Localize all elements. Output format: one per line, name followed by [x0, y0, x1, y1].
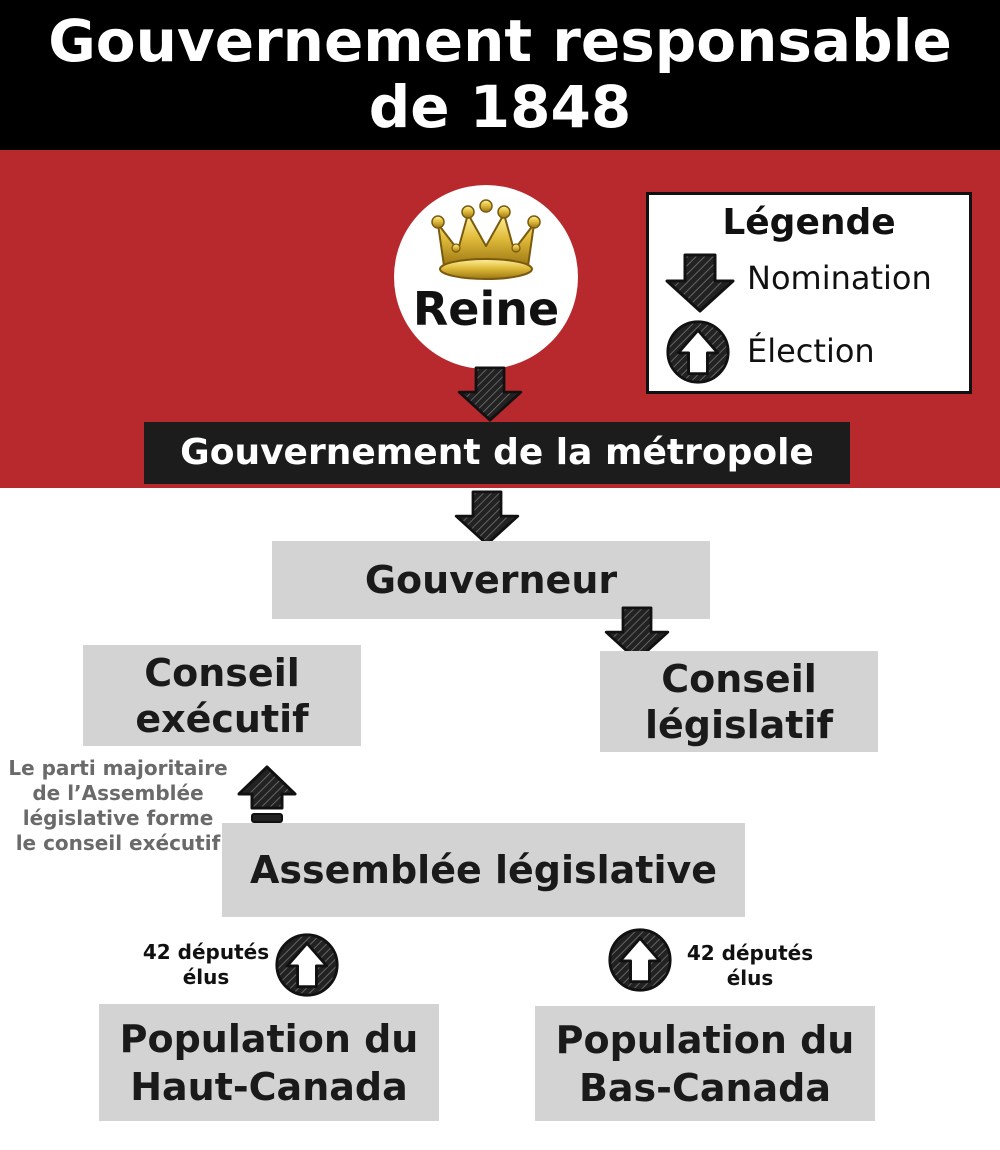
majority-note — [8, 756, 228, 856]
election-icon — [607, 927, 673, 993]
deputies-haut-line-2: élus — [182, 965, 230, 989]
deputies-bas-line-2: élus — [726, 966, 774, 990]
legislative-council-box — [600, 651, 878, 752]
title-line-1: Gouvernement responsable — [48, 7, 952, 75]
legend-election-label: Élection — [747, 332, 875, 370]
deputies-bas-canada-label — [680, 941, 820, 991]
majority-note-line-4: le conseil exécutif — [15, 831, 221, 855]
governor-label: Gouverneur — [364, 558, 618, 602]
nomination-arrow-icon — [455, 366, 525, 422]
executive-council-box — [83, 645, 361, 746]
title-line-2: de 1848 — [368, 73, 632, 141]
executive-council-line-2: exécutif — [135, 696, 309, 741]
nomination-arrow-icon — [452, 490, 522, 546]
crown-icon — [430, 198, 542, 284]
election-icon — [665, 319, 731, 385]
election-icon — [274, 932, 340, 998]
legislative-council-line-1: Conseil — [661, 656, 817, 701]
legend — [646, 192, 972, 394]
majority-note-line-2: de l’Assemblée — [32, 781, 204, 805]
legislative-assembly-box — [222, 823, 745, 917]
population-haut-line-1: Population du — [119, 1016, 419, 1061]
population-bas-line-2: Bas-Canada — [578, 1065, 832, 1110]
population-haut-canada-box — [99, 1004, 439, 1121]
legislative-assembly-label: Assemblée législative — [249, 848, 718, 892]
population-bas-line-1: Population du — [555, 1017, 855, 1062]
legislative-council-line-2: législatif — [644, 702, 834, 747]
deputies-bas-line-1: 42 députés — [686, 941, 814, 965]
nomination-arrow-icon — [665, 253, 735, 313]
deputies-haut-line-1: 42 députés — [142, 940, 270, 964]
deputies-haut-canada-label — [136, 940, 276, 990]
executive-council-line-1: Conseil — [144, 650, 300, 695]
majority-note-line-3: législative forme — [22, 806, 214, 830]
page-title — [0, 8, 1000, 140]
metropole-government: Gouvernement de la métropole — [144, 422, 850, 484]
population-bas-canada-box — [535, 1006, 875, 1121]
queen-label: Reine — [412, 282, 560, 336]
population-haut-line-2: Haut-Canada — [130, 1064, 408, 1109]
legend-nomination-label: Nomination — [747, 259, 932, 297]
legend-title: Légende — [722, 202, 896, 243]
majority-note-line-1: Le parti majoritaire — [8, 756, 228, 780]
